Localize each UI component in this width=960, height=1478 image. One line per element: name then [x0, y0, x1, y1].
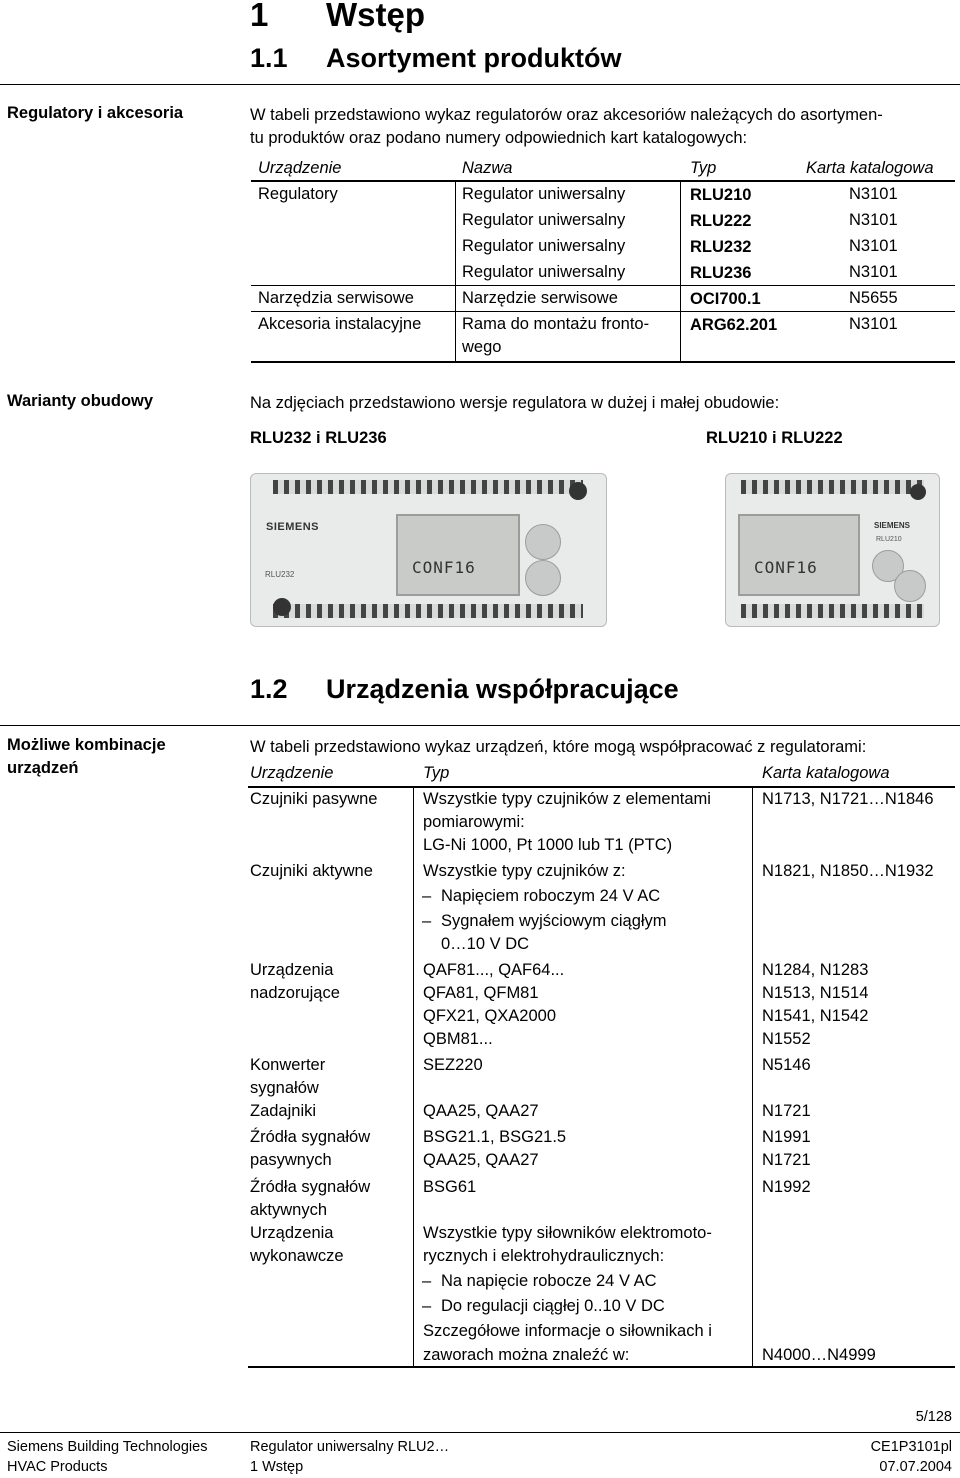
- side-label-regulatory: Regulatory i akcesoria: [7, 104, 184, 122]
- table2-header-card: Karta katalogowa: [762, 764, 890, 782]
- table1-header-type: Typ: [690, 159, 717, 177]
- table1-row2-card: N3101: [849, 211, 898, 229]
- table2-r3-type: QBM81...: [423, 1030, 493, 1048]
- mount-hole: [273, 598, 291, 616]
- intro-text-2: W tabeli przedstawiono wykaz urządzeń, które mogą współpracować z regulatorami:: [250, 738, 867, 756]
- table2-r3-card: N1541, N1542: [762, 1007, 869, 1025]
- table1-bottom-rule: [251, 361, 955, 363]
- table2-r1-device: Czujniki pasywne: [250, 790, 378, 808]
- side-label-variants: Warianty obudowy: [7, 392, 154, 410]
- controller-photo-large: [250, 473, 607, 627]
- table2-r2-device: Czujniki aktywne: [250, 862, 373, 880]
- table1-row1-type: RLU210: [690, 186, 752, 204]
- lcd-text: CONF16: [412, 558, 476, 577]
- table2-r1-type: pomiarowymi:: [423, 813, 525, 831]
- table2-r5-card: N1721: [762, 1102, 811, 1120]
- table1-row4-card: N3101: [849, 263, 898, 281]
- section-1-2-title: Urządzenia współpracujące: [326, 674, 679, 704]
- table2-r7-device: Źródła sygnałów: [250, 1178, 371, 1196]
- table1-row6-card: N3101: [849, 315, 898, 333]
- knob: [894, 570, 926, 602]
- table2-r3-card: N1552: [762, 1030, 811, 1048]
- controller-photo-small: [725, 473, 940, 627]
- variants-text: Na zdjęciach przedstawiono wersje regulatora w dużej i małej obudowie:: [250, 394, 780, 412]
- table1-row4-name: Regulator uniwersalny: [462, 263, 626, 281]
- table2-header-type: Typ: [423, 764, 450, 782]
- table2-r8-more: zaworach można znaleźć w:: [423, 1346, 630, 1364]
- section-rule: [0, 84, 960, 85]
- lcd-display: [738, 514, 860, 596]
- table1-row6-name-cont: wego: [462, 338, 502, 356]
- table2-r6-device: Źródła sygnałów: [250, 1128, 371, 1146]
- table2-r4-device: Konwerter: [250, 1056, 326, 1074]
- section-1-2-number: 1.2: [250, 674, 288, 704]
- table2-r8-more: Szczegółowe informacje o siłownikach i: [423, 1322, 712, 1340]
- lcd-text: CONF16: [754, 558, 818, 577]
- table2-r6-type: QAA25, QAA27: [423, 1151, 539, 1169]
- section-1-number: 1: [250, 0, 269, 33]
- footer-division: HVAC Products: [7, 1459, 108, 1475]
- table2-r8-card: N4000…N4999: [762, 1346, 876, 1364]
- model-label: RLU232: [265, 570, 295, 579]
- table2-r2-card: N1821, N1850…N1932: [762, 862, 934, 880]
- table1-col-rule-1: [455, 180, 456, 361]
- table2-r7-type: BSG61: [423, 1178, 477, 1196]
- table1-row3-name: Regulator uniwersalny: [462, 237, 626, 255]
- footer-company: Siemens Building Technologies: [7, 1439, 208, 1455]
- table2-header-device: Urządzenie: [250, 764, 334, 782]
- table2-r6-device: pasywnych: [250, 1151, 332, 1169]
- footer-code: CE1P3101pl: [870, 1439, 952, 1455]
- table2-r8-device: wykonawcze: [250, 1247, 344, 1265]
- top-terminals: [741, 480, 924, 494]
- footer-doc-title: Regulator uniwersalny RLU2…: [250, 1439, 450, 1455]
- table2-r2-type: Wszystkie typy czujników z:: [423, 862, 626, 880]
- knob: [525, 524, 561, 560]
- table1-row2-name: Regulator uniwersalny: [462, 211, 626, 229]
- table1-col-rule-2: [680, 180, 681, 361]
- table2-r1-type: Wszystkie typy czujników z elementami: [423, 790, 711, 808]
- footer-chapter: 1 Wstęp: [250, 1459, 304, 1475]
- section-rule-2: [0, 725, 960, 726]
- table1-row6-type: ARG62.201: [690, 316, 778, 334]
- table2-r3-type: QFX21, QXA2000: [423, 1007, 556, 1025]
- table1-header-rule: [251, 180, 955, 182]
- table1-row3-type: RLU232: [690, 238, 752, 256]
- table1-row5-name: Narzędzie serwisowe: [462, 289, 618, 307]
- photo-right-caption: RLU210 i RLU222: [706, 429, 843, 447]
- top-terminals: [273, 480, 583, 494]
- bottom-terminals: [741, 604, 924, 618]
- table2-r2-type-cont: 0…10 V DC: [441, 935, 530, 953]
- intro-text-line2: tu produktów oraz podano numery odpowiednich kart katalogowych:: [250, 129, 748, 147]
- table2-r2-bullet: – Sygnałem wyjściowym ciągłym: [441, 910, 667, 933]
- table2-r6-card: N1721: [762, 1151, 811, 1169]
- table1-header-card: Karta katalogowa: [806, 159, 934, 177]
- footer-date: 07.07.2004: [879, 1459, 952, 1475]
- table2-r5-type: QAA25, QAA27: [423, 1102, 539, 1120]
- table2-col-rule-1: [413, 786, 414, 1366]
- section-1-1-title: Asortyment produktów: [326, 43, 622, 73]
- table2-r8-device: Urządzenia: [250, 1224, 334, 1242]
- footer-rule: [0, 1432, 960, 1433]
- table1-row6-name: Rama do montażu fronto-: [462, 315, 650, 333]
- table2-r6-type: BSG21.1, BSG21.5: [423, 1128, 567, 1146]
- page-number: 5/128: [915, 1409, 952, 1425]
- table1-row-rule-1: [251, 285, 955, 286]
- model-label: RLU210: [876, 536, 902, 543]
- side-label-combinations: [7, 734, 166, 780]
- table2-r4-card: N5146: [762, 1056, 811, 1074]
- mount-hole: [910, 484, 926, 500]
- table1-row3-card: N3101: [849, 237, 898, 255]
- table1-row1-card: N3101: [849, 185, 898, 203]
- mount-hole: [569, 482, 587, 500]
- table2-r3-card: N1513, N1514: [762, 984, 869, 1002]
- table2-r5-device: Zadajniki: [250, 1102, 317, 1120]
- table1-row6-device: Akcesoria instalacyjne: [258, 315, 422, 333]
- table2-r8-type: rycznych i elektrohydraulicznych:: [423, 1247, 665, 1265]
- table1-header-device: Urządzenie: [258, 159, 342, 177]
- table2-r4-device: sygnałów: [250, 1079, 319, 1097]
- photo-left-caption: RLU232 i RLU236: [250, 429, 387, 447]
- table2-r8-type: Wszystkie typy siłowników elektromoto-: [423, 1224, 712, 1242]
- table1-row1-name: Regulator uniwersalny: [462, 185, 626, 203]
- side-label-line: urządzeń: [7, 759, 79, 777]
- lcd-display: [396, 514, 520, 596]
- brand-logo: SIEMENS: [266, 521, 320, 533]
- table2-r8-bullet: – Na napięcie robocze 24 V AC: [441, 1270, 657, 1293]
- table2-r6-card: N1991: [762, 1128, 811, 1146]
- table1-header-name: Nazwa: [462, 159, 513, 177]
- knob: [525, 560, 561, 596]
- section-1-1-number: 1.1: [250, 43, 288, 73]
- table2-r3-card: N1284, N1283: [762, 961, 869, 979]
- table1-row5-device: Narzędzia serwisowe: [258, 289, 414, 307]
- table2-r4-type: SEZ220: [423, 1056, 483, 1074]
- table2-r8-bullet: – Do regulacji ciągłej 0..10 V DC: [441, 1295, 665, 1318]
- table2-r1-card: N1713, N1721…N1846: [762, 790, 934, 808]
- table1-row5-type: OCI700.1: [690, 290, 761, 308]
- table2-r3-device: nadzorujące: [250, 984, 340, 1002]
- table2-col-rule-2: [752, 786, 753, 1366]
- side-label-line: Możliwe kombinacje: [7, 736, 166, 754]
- table2-r7-card: N1992: [762, 1178, 811, 1196]
- table2-r3-type: QAF81..., QAF64...: [423, 961, 565, 979]
- table2-r3-device: Urządzenia: [250, 961, 334, 979]
- table2-r2-bullet: – Napięciem roboczym 24 V AC: [441, 885, 660, 908]
- table1-row2-type: RLU222: [690, 212, 752, 230]
- table2-r1-type: LG-Ni 1000, Pt 1000 lub T1 (PTC): [423, 836, 673, 854]
- table1-row5-card: N5655: [849, 289, 898, 307]
- table2-r7-device: aktywnych: [250, 1201, 328, 1219]
- table1-row1-device: Regulatory: [258, 185, 338, 203]
- table2-r3-type: QFA81, QFM81: [423, 984, 539, 1002]
- section-1-title: Wstęp: [326, 0, 425, 33]
- table2-bottom-rule: [248, 1366, 955, 1368]
- bottom-terminals: [273, 604, 583, 618]
- brand-logo: SIEMENS: [874, 521, 911, 530]
- table1-row-rule-2: [251, 311, 955, 312]
- table1-row4-type: RLU236: [690, 264, 752, 282]
- intro-text-line1: W tabeli przedstawiono wykaz regulatorów oraz akcesoriów należących do asortymen-: [250, 106, 883, 124]
